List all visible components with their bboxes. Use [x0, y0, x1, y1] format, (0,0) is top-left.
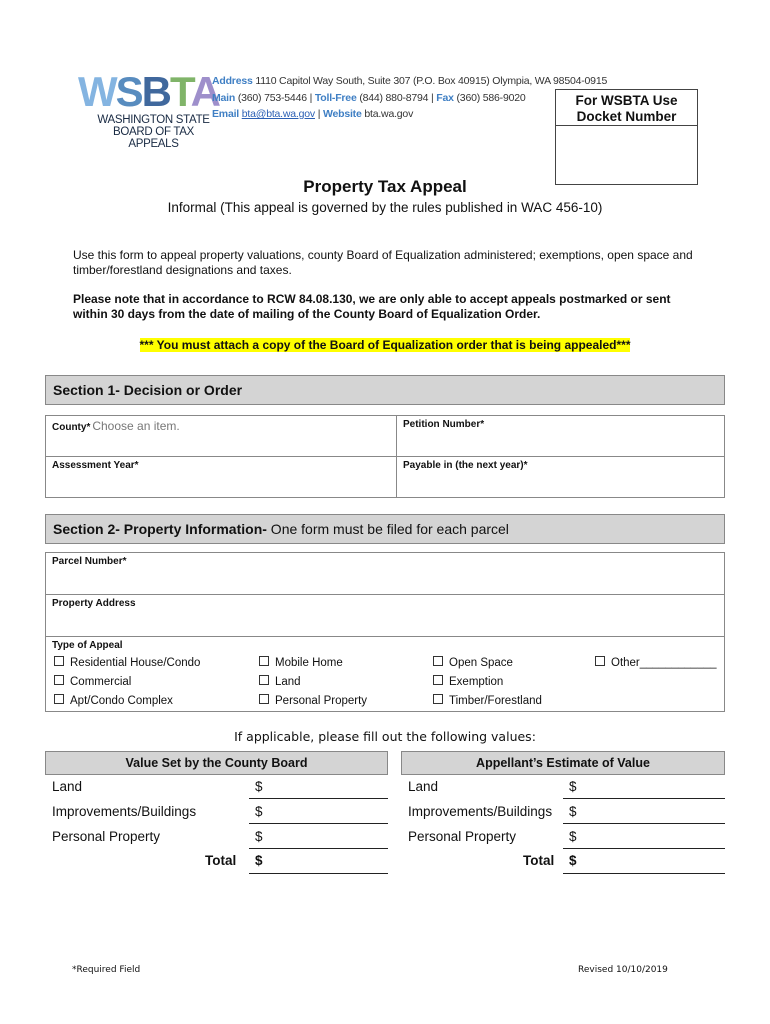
- county-dropdown[interactable]: Choose an item.: [92, 419, 180, 433]
- county-improvements-currency: $: [255, 804, 263, 819]
- checkbox-mobile-home[interactable]: Mobile Home: [259, 656, 343, 669]
- checkbox-open-space[interactable]: Open Space: [433, 656, 513, 669]
- county-total-input[interactable]: [249, 873, 388, 874]
- county-improvements-input[interactable]: [249, 823, 388, 824]
- website-link[interactable]: bta.wa.gov: [364, 108, 414, 120]
- section2-header: Section 2- Property Information- One form must be filed for each parcel: [45, 514, 725, 544]
- attach-notice: *** You must attach a copy of the Board of Equalization order that is being appealed***: [139, 338, 631, 352]
- checkbox-other[interactable]: Other____________: [595, 656, 717, 669]
- section2-grid: [45, 552, 725, 712]
- web-line: Email bta@bta.wa.gov | Website bta.wa.gov: [212, 108, 414, 120]
- phone-line: Main (360) 753-5446 | Toll-Free (844) 880-8794 | Fax (360) 586-9020: [212, 91, 526, 104]
- docket-number-box: [555, 89, 698, 185]
- county-land-input[interactable]: [249, 798, 388, 799]
- county-total-currency: $: [255, 853, 263, 868]
- appellant-improvements-currency: $: [569, 804, 577, 819]
- contact-info: [212, 73, 607, 123]
- section1-grid: [45, 415, 725, 498]
- county-land-currency: $: [255, 779, 263, 794]
- section1-header: Section 1- Decision or Order: [45, 375, 725, 405]
- county-improvements-label: Improvements/Buildings: [52, 804, 197, 819]
- checkbox-apt-condo[interactable]: Apt/Condo Complex: [54, 694, 173, 707]
- required-field-note: *Required Field: [72, 965, 141, 975]
- county-land-label: Land: [52, 779, 83, 794]
- appellant-land-currency: $: [569, 779, 577, 794]
- appellant-improvements-input[interactable]: [563, 823, 725, 824]
- checkbox-exemption[interactable]: Exemption: [433, 675, 503, 688]
- county-personal-label: Personal Property: [52, 829, 161, 844]
- appellant-improvements-label: Improvements/Buildings: [408, 804, 553, 819]
- type-of-appeal-label: Type of Appeal: [52, 640, 123, 651]
- county-total-label: Total: [205, 853, 237, 868]
- appellant-land-label: Land: [408, 779, 439, 794]
- petition-number-field[interactable]: Petition Number*: [397, 416, 724, 457]
- revision-date: Revised 10/10/2019: [578, 965, 668, 975]
- docket-number-field[interactable]: [556, 126, 697, 182]
- county-personal-input[interactable]: [249, 848, 388, 849]
- address-line: Address 1110 Capitol Way South, Suite 307 (P.O. Box 40915) Olympia, WA 98504-0915: [212, 75, 608, 87]
- logo-wordmark: WSBTA: [78, 68, 219, 115]
- deadline-note: Please note that in accordance to RCW 84.08.130, we are only able to accept appeals postmarked or sent within 30 days from the date of mailing of the County Board of Equalization Order.: [73, 292, 671, 321]
- page-title: Property Tax Appeal: [303, 177, 467, 196]
- payable-year-field[interactable]: Payable in (the next year)*: [403, 460, 528, 471]
- values-instruction: If applicable, please fill out the following values:: [234, 729, 536, 744]
- checkbox-commercial[interactable]: Commercial: [54, 675, 131, 688]
- intro-text: Use this form to appeal property valuations, county Board of Equalization administered; exemptions, open space and timber/forestland designations and taxes.: [73, 248, 693, 277]
- checkbox-personal-property[interactable]: Personal Property: [259, 694, 367, 707]
- county-personal-currency: $: [255, 829, 263, 844]
- checkbox-timber-forestland[interactable]: Timber/Forestland: [433, 694, 542, 707]
- appellant-value-header: Appellant’s Estimate of Value: [401, 751, 725, 775]
- email-link[interactable]: bta@bta.wa.gov: [241, 108, 315, 120]
- appellant-total-label: Total: [523, 853, 555, 868]
- wsbta-logo: [78, 68, 219, 150]
- property-address-field[interactable]: Property Address: [46, 595, 724, 637]
- checkbox-residential[interactable]: Residential House/Condo: [54, 656, 200, 669]
- checkbox-land[interactable]: Land: [259, 675, 301, 688]
- county-value-header: Value Set by the County Board: [45, 751, 388, 775]
- docket-label: For WSBTA Use Docket Number: [556, 90, 697, 126]
- parcel-number-field[interactable]: Parcel Number*: [46, 553, 724, 595]
- assessment-year-field[interactable]: Assessment Year*: [46, 457, 397, 497]
- appellant-land-input[interactable]: [563, 798, 725, 799]
- appellant-total-input[interactable]: [563, 873, 725, 874]
- appellant-total-currency: $: [569, 853, 577, 868]
- county-field[interactable]: County* Choose an item.: [46, 416, 397, 457]
- appellant-personal-label: Personal Property: [408, 829, 517, 844]
- logo-subtitle: WASHINGTON STATE BOARD OF TAX APPEALS: [97, 114, 210, 150]
- page-subtitle: Informal (This appeal is governed by the rules published in WAC 456-10): [167, 200, 603, 215]
- appellant-personal-input[interactable]: [563, 848, 725, 849]
- appellant-personal-currency: $: [569, 829, 577, 844]
